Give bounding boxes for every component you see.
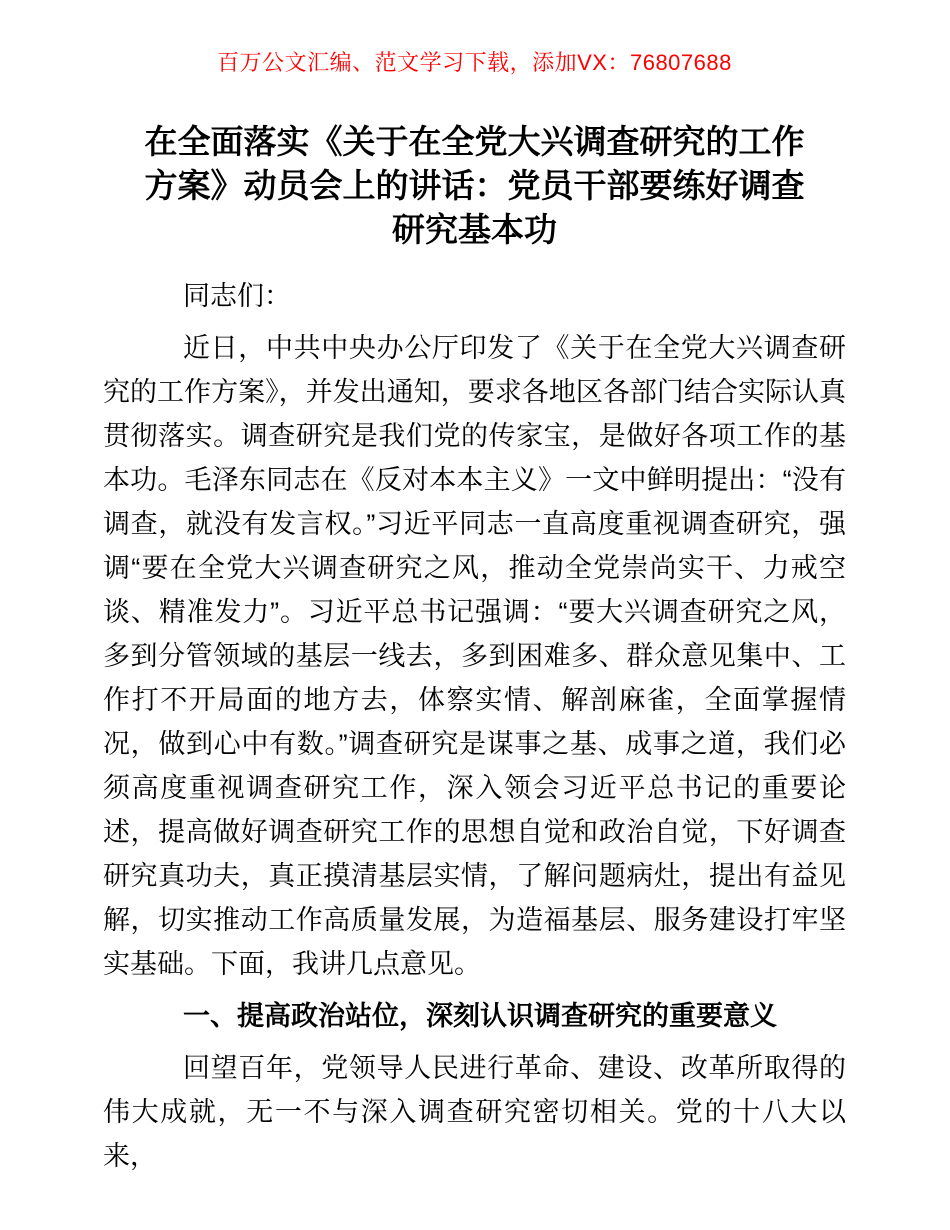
promo-header-note: 百万公文汇编、范文学习下载，添加VX：76807688 [217,50,732,75]
document-title [103,120,846,252]
paragraph-section-1-body: 回望百年，党领导人民进行革命、建设、改革所取得的伟大成就，无一不与深入调查研究密切相关。党的十八大以来， [103,1053,846,1172]
paragraph-salutation: 同志们： [183,281,291,312]
document-body [103,274,846,1178]
document-title-line-1: 在全面落实《关于在全党大兴调查研究的工作 [144,123,805,160]
document-title-line-3: 研究基本功 [392,211,557,248]
paragraph-intro: 近日，中共中央办公厅印发了《关于在全党大兴调查研究的工作方案》，并发出通知，要求各地区各部门结合实际认真贯彻落实。调查研究是我们党的传家宝，是做好各项工作的基本功。毛泽东同志在《反对本本主义》一文中鲜明提出：“没有调查，就没有发言权。”习近平同志一直高度重视调查研究，强调“要在全党大兴调查研究之风，推动全党崇尚实干、力戒空谈、精准发力”。习近平总书记强调：“要大兴调查研究之风，多到分管领域的基层一线去，多到困难多、群众意见集中、工作打不开局面的地方去，体察实情、解剖麻雀，全面掌握情况，做到心中有数。”调查研究是谋事之基、成事之道，我们必须高度重视调查研究工作，深入领会习近平总书记的重要论述，提高做好调查研究工作的思想自觉和政治自觉，下好调查研究真功夫，真正摸清基层实情，了解问题病灶，提出有益见解，切实推动工作高质量发展，为造福基层、服务建设打牢坚实基础。下面，我讲几点意见。 [103,333,846,980]
section-heading-1: 一、提高政治站位，深刻认识调查研究的重要意义 [183,1001,777,1032]
document-title-line-2: 方案》动员会上的讲话：党员干部要练好调查 [144,167,805,204]
